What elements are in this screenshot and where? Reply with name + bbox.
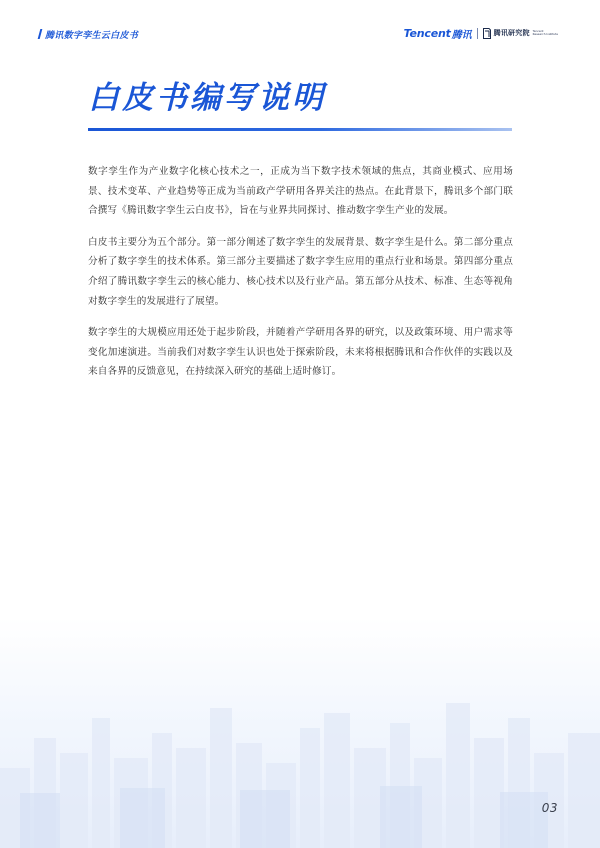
skyline-illustration bbox=[0, 618, 600, 848]
brand-tengxun-wordmark: 腾讯 bbox=[451, 29, 472, 41]
paragraph-3: 数字孪生的大规模应用还处于起步阶段，并随着产学研用各界的研究，以及政策环境、用户需求等变化加速演进。当前我们对数字孪生认识也处于探索阶段，未来将根据腾讯和合作伙伴的实践以及来自各界的反馈意见，在持续深入研究的基础上适时修订。 bbox=[88, 327, 513, 378]
page-number: 03 bbox=[541, 801, 558, 815]
header-doc-title: 腾讯数字孪生云白皮书 bbox=[45, 28, 138, 41]
brand-logos bbox=[404, 25, 558, 41]
title-underline bbox=[88, 128, 512, 131]
paragraph-2: 白皮书主要分为五个部分。第一部分阐述了数字孪生的发展背景、数字孪生是什么。第二部分重点分析了数字孪生的技术体系。第三部分主要描述了数字孪生应用的重点行业和场景。第四部分重点介绍了腾讯数字孪生云的核心能力、核心技术以及行业产品。第五部分从技术、标准、生态等视角对数字孪生的发展进行了展望。 bbox=[88, 236, 513, 307]
background-skyline bbox=[0, 618, 600, 848]
research-institute-logo-icon bbox=[483, 28, 491, 39]
page-header bbox=[0, 0, 600, 44]
brand-tencent-wordmark: Tencent bbox=[403, 26, 451, 40]
body-text bbox=[88, 162, 513, 394]
brand-institute-name: 腾讯研究院 bbox=[493, 29, 530, 37]
paragraph-1: 数字孪生作为产业数字化核心技术之一，正成为当下数字技术领域的焦点，其商业模式、应用场景、技术变革、产业趋势等正成为当前政产学研用各界关注的热点。在此背景下，腾讯多个部门联合撰写《腾讯数字孪生云白皮书》，旨在与业界共同探讨、推动数字孪生产业的发展。 bbox=[88, 166, 513, 217]
brand-institute-en-line2: Research Institute bbox=[532, 32, 558, 36]
brand-separator bbox=[477, 28, 478, 39]
brand-institute-en-line1: Tencent bbox=[532, 28, 544, 33]
page-title: 白皮书编写说明 bbox=[88, 80, 326, 116]
brand-institute-english bbox=[533, 30, 558, 36]
